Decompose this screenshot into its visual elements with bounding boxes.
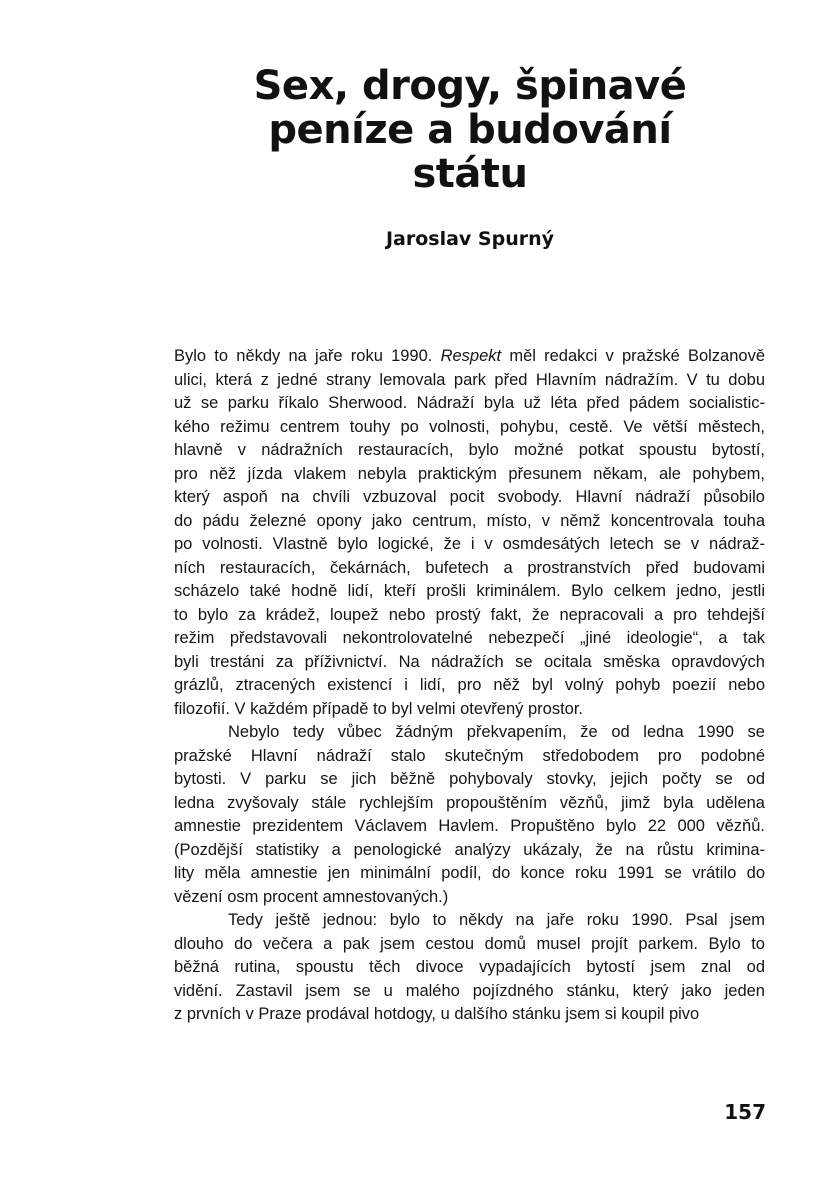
text-line: bytosti. V parku se jich běžně pohybovaly stovky, jejich počty se od: [174, 770, 765, 788]
text-line: lity měla amnestie jen minimální podíl, do konce roku 1991 se vrátilo do: [174, 864, 765, 882]
text-line: (Pozdější statistiky a penologické analýzy ukázaly, že na růstu krimina-: [174, 840, 765, 859]
text-line: scházelo také hodně lidí, kteří prošli kriminálem. Bylo celkem jedno, jestli: [174, 582, 765, 600]
text-line: to bylo za krádež, loupež nebo prostý fakt, že nepracovali a pro tehdejší: [174, 605, 765, 624]
text-segment: Bylo to někdy na jaře roku 1990.: [174, 347, 441, 365]
text-line: už se parku říkalo Sherwood. Nádraží byla už léta před pádem socialistic-: [174, 394, 765, 412]
paragraph: [174, 909, 765, 1027]
title-line: státu: [412, 151, 528, 197]
text-line: pražské Hlavní nádraží stalo skutečným středobodem pro podobné: [174, 746, 765, 765]
article-body: [174, 345, 765, 1027]
text-line: amnestie prezidentem Václavem Havlem. Propuštěno bylo 22 000 vězňů.: [174, 817, 765, 835]
text-line: vězení osm procent amnestovaných.): [174, 887, 449, 906]
text-line: vidění. Zastavil jsem se u malého pojízdného stánku, který jako jeden: [174, 981, 765, 1000]
text-line: ledna zvyšovaly stále rychlejším propouštěním vězňů, jimž byla udělena: [174, 793, 765, 812]
article-author: Jaroslav Spurný: [385, 228, 555, 250]
text-line: dlouho do večera a pak jsem cestou domů musel projít parkem. Bylo to: [174, 934, 765, 953]
text-line: byli trestáni za příživnictví. Na nádražích se ocitala směska opravdových: [174, 652, 765, 671]
text-line: grázlů, ztracených existencí i lidí, pro něž byl volný pohyb poezií nebo: [174, 676, 765, 694]
text-line: do pádu železné opony jako centrum, místo, v němž koncentrovala touha: [174, 511, 765, 530]
text-line: ních restauracích, čekárnách, bufetech a prostranstvích před budovami: [174, 558, 765, 577]
text-line: hlavně v nádražních restauracích, bylo možné potkat spoustu bytostí,: [174, 441, 765, 459]
text-line: [174, 345, 765, 369]
text-line: běžná rutina, spoustu těch divoce vypadajících bytostí jsem znal od: [174, 958, 765, 976]
publication-name: Respekt: [440, 347, 502, 365]
text-line: ulici, která z jedné strany lemovala park před Hlavním nádražím. V tu dobu: [174, 370, 765, 389]
paragraph: [174, 721, 765, 909]
text-line: Tedy ještě jednou: bylo to někdy na jaře roku 1990. Psal jsem: [228, 911, 765, 929]
text-line: Nebylo tedy vůbec žádným překvapením, že od ledna 1990 se: [228, 723, 765, 741]
text-line: po volnosti. Vlastně bylo logické, že i v osmdesátých letech se v nádraž-: [174, 535, 765, 553]
paragraph: [174, 345, 765, 721]
text-line: z prvních v Praze prodával hotdogy, u dalšího stánku jsem si koupil pivo: [174, 1005, 700, 1023]
page-number: 157: [724, 1100, 766, 1124]
text-line: kého režimu centrem touhy po volnosti, pohybu, cestě. Ve větší městech,: [174, 417, 765, 436]
text-line: který aspoň na chvíli vzbuzoval pocit svobody. Hlavní nádraží působilo: [174, 488, 765, 506]
text-segment: měl redakci v pražské Bolzanově: [501, 347, 766, 365]
title-line: peníze a budování: [268, 107, 672, 153]
title-line: Sex, drogy, špinavé: [253, 63, 687, 109]
text-line: režim představovali nekontrolovatelné nebezpečí „jiné ideologie“, a tak: [174, 629, 765, 647]
text-line: pro něž jízda vlakem nebyla praktickým přesunem někam, ale pohybem,: [174, 464, 765, 483]
text-line: filozofií. V každém případě to byl velmi otevřený prostor.: [174, 699, 584, 718]
article-title: [170, 64, 770, 196]
